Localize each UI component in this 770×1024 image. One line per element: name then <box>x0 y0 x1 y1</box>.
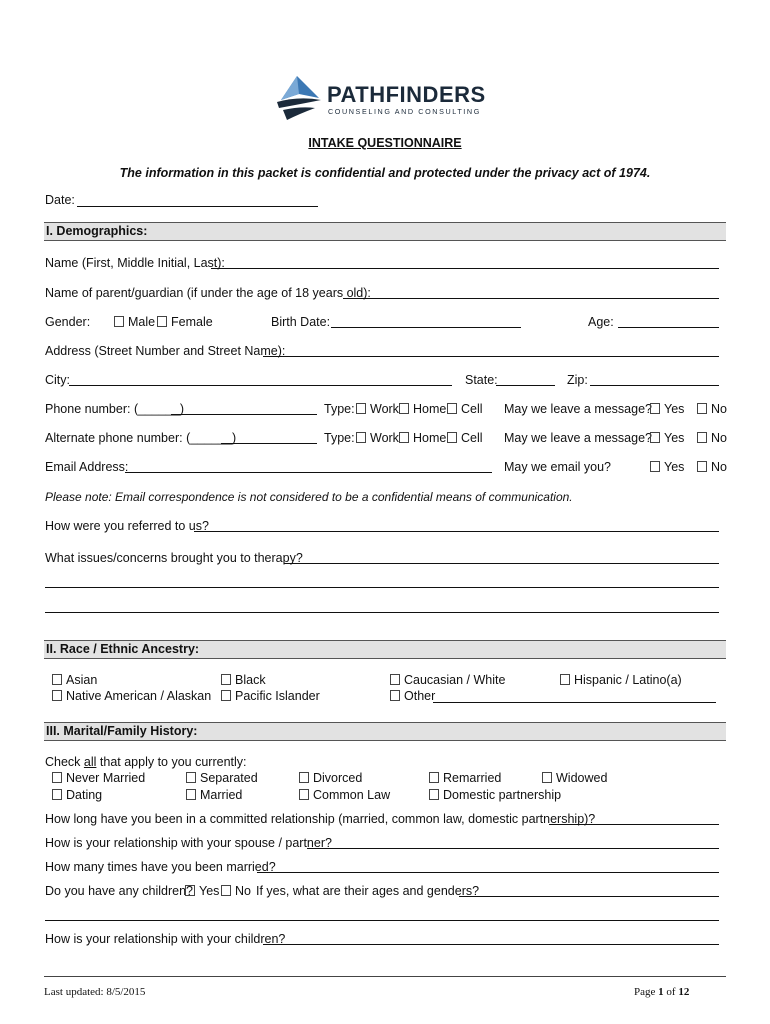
race-other-field[interactable] <box>433 702 716 703</box>
checkbox-icon[interactable] <box>52 674 62 685</box>
race-black[interactable]: Black <box>221 673 266 687</box>
checkbox-icon[interactable] <box>221 885 231 896</box>
children-question: Do you have any children? <box>45 884 194 898</box>
checkbox-icon[interactable] <box>52 789 62 800</box>
date-label: Date: <box>45 193 75 207</box>
marital-common-law[interactable]: Common Law <box>299 788 390 802</box>
race-hispanic[interactable]: Hispanic / Latino(a) <box>560 673 682 687</box>
checkbox-icon[interactable] <box>221 690 231 701</box>
marital-never[interactable]: Never Married <box>52 771 145 785</box>
checkbox-icon[interactable] <box>114 316 124 327</box>
city-label: City: <box>45 373 70 387</box>
marital-widowed[interactable]: Widowed <box>542 771 607 785</box>
section-heading: I. Demographics: <box>46 224 148 238</box>
alt-phone-label: Alternate phone number: (______) <box>45 431 237 445</box>
children-ages-field-line-2[interactable] <box>45 920 719 921</box>
checkbox-icon[interactable] <box>356 432 366 443</box>
race-asian[interactable]: Asian <box>52 673 97 687</box>
children-yes[interactable]: Yes <box>185 884 219 898</box>
email-yes[interactable]: Yes <box>650 460 684 474</box>
relationship-length-field[interactable] <box>549 824 719 825</box>
section-marital <box>44 722 726 741</box>
alt-type-home[interactable]: Home <box>399 431 446 445</box>
alt-message-yes[interactable]: Yes <box>650 431 684 445</box>
address-label: Address (Street Number and Street Name): <box>45 344 286 358</box>
marital-domestic[interactable]: Domestic partnership <box>429 788 561 802</box>
checkbox-icon[interactable] <box>542 772 552 783</box>
phone-label: Phone number: (______) <box>45 402 184 416</box>
page-title: INTAKE QUESTIONNAIRE <box>308 136 462 150</box>
checkbox-icon[interactable] <box>650 432 660 443</box>
alt-type-work[interactable]: Work <box>356 431 399 445</box>
alt-phone-field[interactable] <box>221 443 317 444</box>
relationship-length-label: How long have you been in a committed relationship (married, common law, domestic partnership)? <box>45 812 596 826</box>
age-label: Age: <box>588 315 614 329</box>
checkbox-icon[interactable] <box>429 789 439 800</box>
zip-field[interactable] <box>590 385 719 386</box>
issues-field[interactable] <box>284 563 719 564</box>
parent-label: Name of parent/guardian (if under the age of 18 years old): <box>45 286 371 300</box>
email-label: Email Address: <box>45 460 129 474</box>
name-label: Name (First, Middle Initial, Last): <box>45 256 225 270</box>
check-instruction: Check all that apply to you currently: <box>45 755 247 769</box>
referred-label: How were you referred to us? <box>45 519 209 533</box>
phone-type-cell[interactable]: Cell <box>447 402 483 416</box>
checkbox-icon[interactable] <box>697 461 707 472</box>
marital-married[interactable]: Married <box>186 788 242 802</box>
issues-label: What issues/concerns brought you to therapy? <box>45 551 303 565</box>
state-field[interactable] <box>496 385 555 386</box>
phone-field[interactable] <box>171 414 317 415</box>
logo-mountain-icon <box>275 74 325 124</box>
times-married-field[interactable] <box>257 872 719 873</box>
alt-message-no[interactable]: No <box>697 431 727 445</box>
checkbox-icon[interactable] <box>356 403 366 414</box>
phone-type-home[interactable]: Home <box>399 402 446 416</box>
page-indicator: Page 1 of 12 <box>634 986 690 998</box>
checkbox-icon[interactable] <box>186 772 196 783</box>
message-no[interactable]: No <box>697 402 727 416</box>
checkbox-icon[interactable] <box>697 403 707 414</box>
logo-title: PATHFINDERS <box>327 82 486 107</box>
checkbox-icon[interactable] <box>560 674 570 685</box>
checkbox-icon[interactable] <box>299 772 309 783</box>
birth-date-label: Birth Date: <box>271 315 331 329</box>
marital-divorced[interactable]: Divorced <box>299 771 362 785</box>
gender-female-option[interactable]: Female <box>157 315 213 329</box>
age-field[interactable] <box>618 327 719 328</box>
times-married-label: How many times have you been married? <box>45 860 276 874</box>
checkbox-icon[interactable] <box>299 789 309 800</box>
marital-dating[interactable]: Dating <box>52 788 102 802</box>
children-relationship-field[interactable] <box>263 944 719 945</box>
checkbox-icon[interactable] <box>429 772 439 783</box>
city-field[interactable] <box>69 385 452 386</box>
message-yes[interactable]: Yes <box>650 402 684 416</box>
alt-message-question: May we leave a message? <box>504 431 652 445</box>
section-demographics <box>44 222 726 241</box>
children-no[interactable]: No <box>221 884 251 898</box>
checkbox-icon[interactable] <box>221 674 231 685</box>
race-pacific[interactable]: Pacific Islander <box>221 689 320 703</box>
race-other[interactable]: Other <box>390 689 435 703</box>
confidentiality-notice: The information in this packet is confidential and protected under the privacy act of 1974. <box>119 166 651 180</box>
issues-field-line-2[interactable] <box>45 587 719 588</box>
checkbox-icon[interactable] <box>185 885 195 896</box>
phone-type-label: Type: <box>324 402 355 416</box>
phone-type-work[interactable]: Work <box>356 402 399 416</box>
email-note: Please note: Email correspondence is not considered to be a confidential means of communication. <box>45 490 573 504</box>
date-field[interactable] <box>77 206 318 207</box>
referred-field[interactable] <box>194 531 719 532</box>
marital-remarried[interactable]: Remarried <box>429 771 501 785</box>
last-updated: Last updated: 8/5/2015 <box>44 986 146 998</box>
email-question: May we email you? <box>504 460 611 474</box>
checkbox-icon[interactable] <box>399 403 409 414</box>
gender-male-option[interactable]: Male <box>114 315 155 329</box>
checkbox-icon[interactable] <box>399 432 409 443</box>
pathfinders-logo <box>275 74 500 124</box>
message-question: May we leave a message? <box>504 402 652 416</box>
spouse-relationship-label: How is your relationship with your spouse / partner? <box>45 836 332 850</box>
children-followup-label: If yes, what are their ages and genders? <box>256 884 480 898</box>
parent-field[interactable] <box>343 298 719 299</box>
checkbox-icon[interactable] <box>650 403 660 414</box>
checkbox-icon[interactable] <box>52 772 62 783</box>
logo-subtitle: COUNSELING AND CONSULTING <box>328 107 481 116</box>
children-ages-field[interactable] <box>459 896 719 897</box>
checkbox-icon[interactable] <box>650 461 660 472</box>
alt-type-cell[interactable]: Cell <box>447 431 483 445</box>
checkbox-icon[interactable] <box>390 674 400 685</box>
email-no[interactable]: No <box>697 460 727 474</box>
checkbox-icon[interactable] <box>390 690 400 701</box>
race-native[interactable]: Native American / Alaskan <box>52 689 211 703</box>
name-field[interactable] <box>211 268 719 269</box>
checkbox-icon[interactable] <box>447 432 457 443</box>
zip-label: Zip: <box>567 373 588 387</box>
address-field[interactable] <box>263 356 719 357</box>
issues-field-line-3[interactable] <box>45 612 719 613</box>
checkbox-icon[interactable] <box>186 789 196 800</box>
birth-date-field[interactable] <box>331 327 521 328</box>
section-heading: III. Marital/Family History: <box>46 724 198 738</box>
marital-separated[interactable]: Separated <box>186 771 258 785</box>
section-heading: II. Race / Ethnic Ancestry: <box>46 642 200 656</box>
children-relationship-label: How is your relationship with your children? <box>45 932 286 946</box>
section-race <box>44 640 726 659</box>
checkbox-icon[interactable] <box>697 432 707 443</box>
checkbox-icon[interactable] <box>157 316 167 327</box>
footer-divider <box>44 976 726 977</box>
checkbox-icon[interactable] <box>447 403 457 414</box>
spouse-relationship-field[interactable] <box>307 848 719 849</box>
email-field[interactable] <box>125 472 492 473</box>
gender-label: Gender: <box>45 315 91 329</box>
state-label: State: <box>465 373 498 387</box>
checkbox-icon[interactable] <box>52 690 62 701</box>
alt-type-label: Type: <box>324 431 355 445</box>
race-caucasian[interactable]: Caucasian / White <box>390 673 505 687</box>
